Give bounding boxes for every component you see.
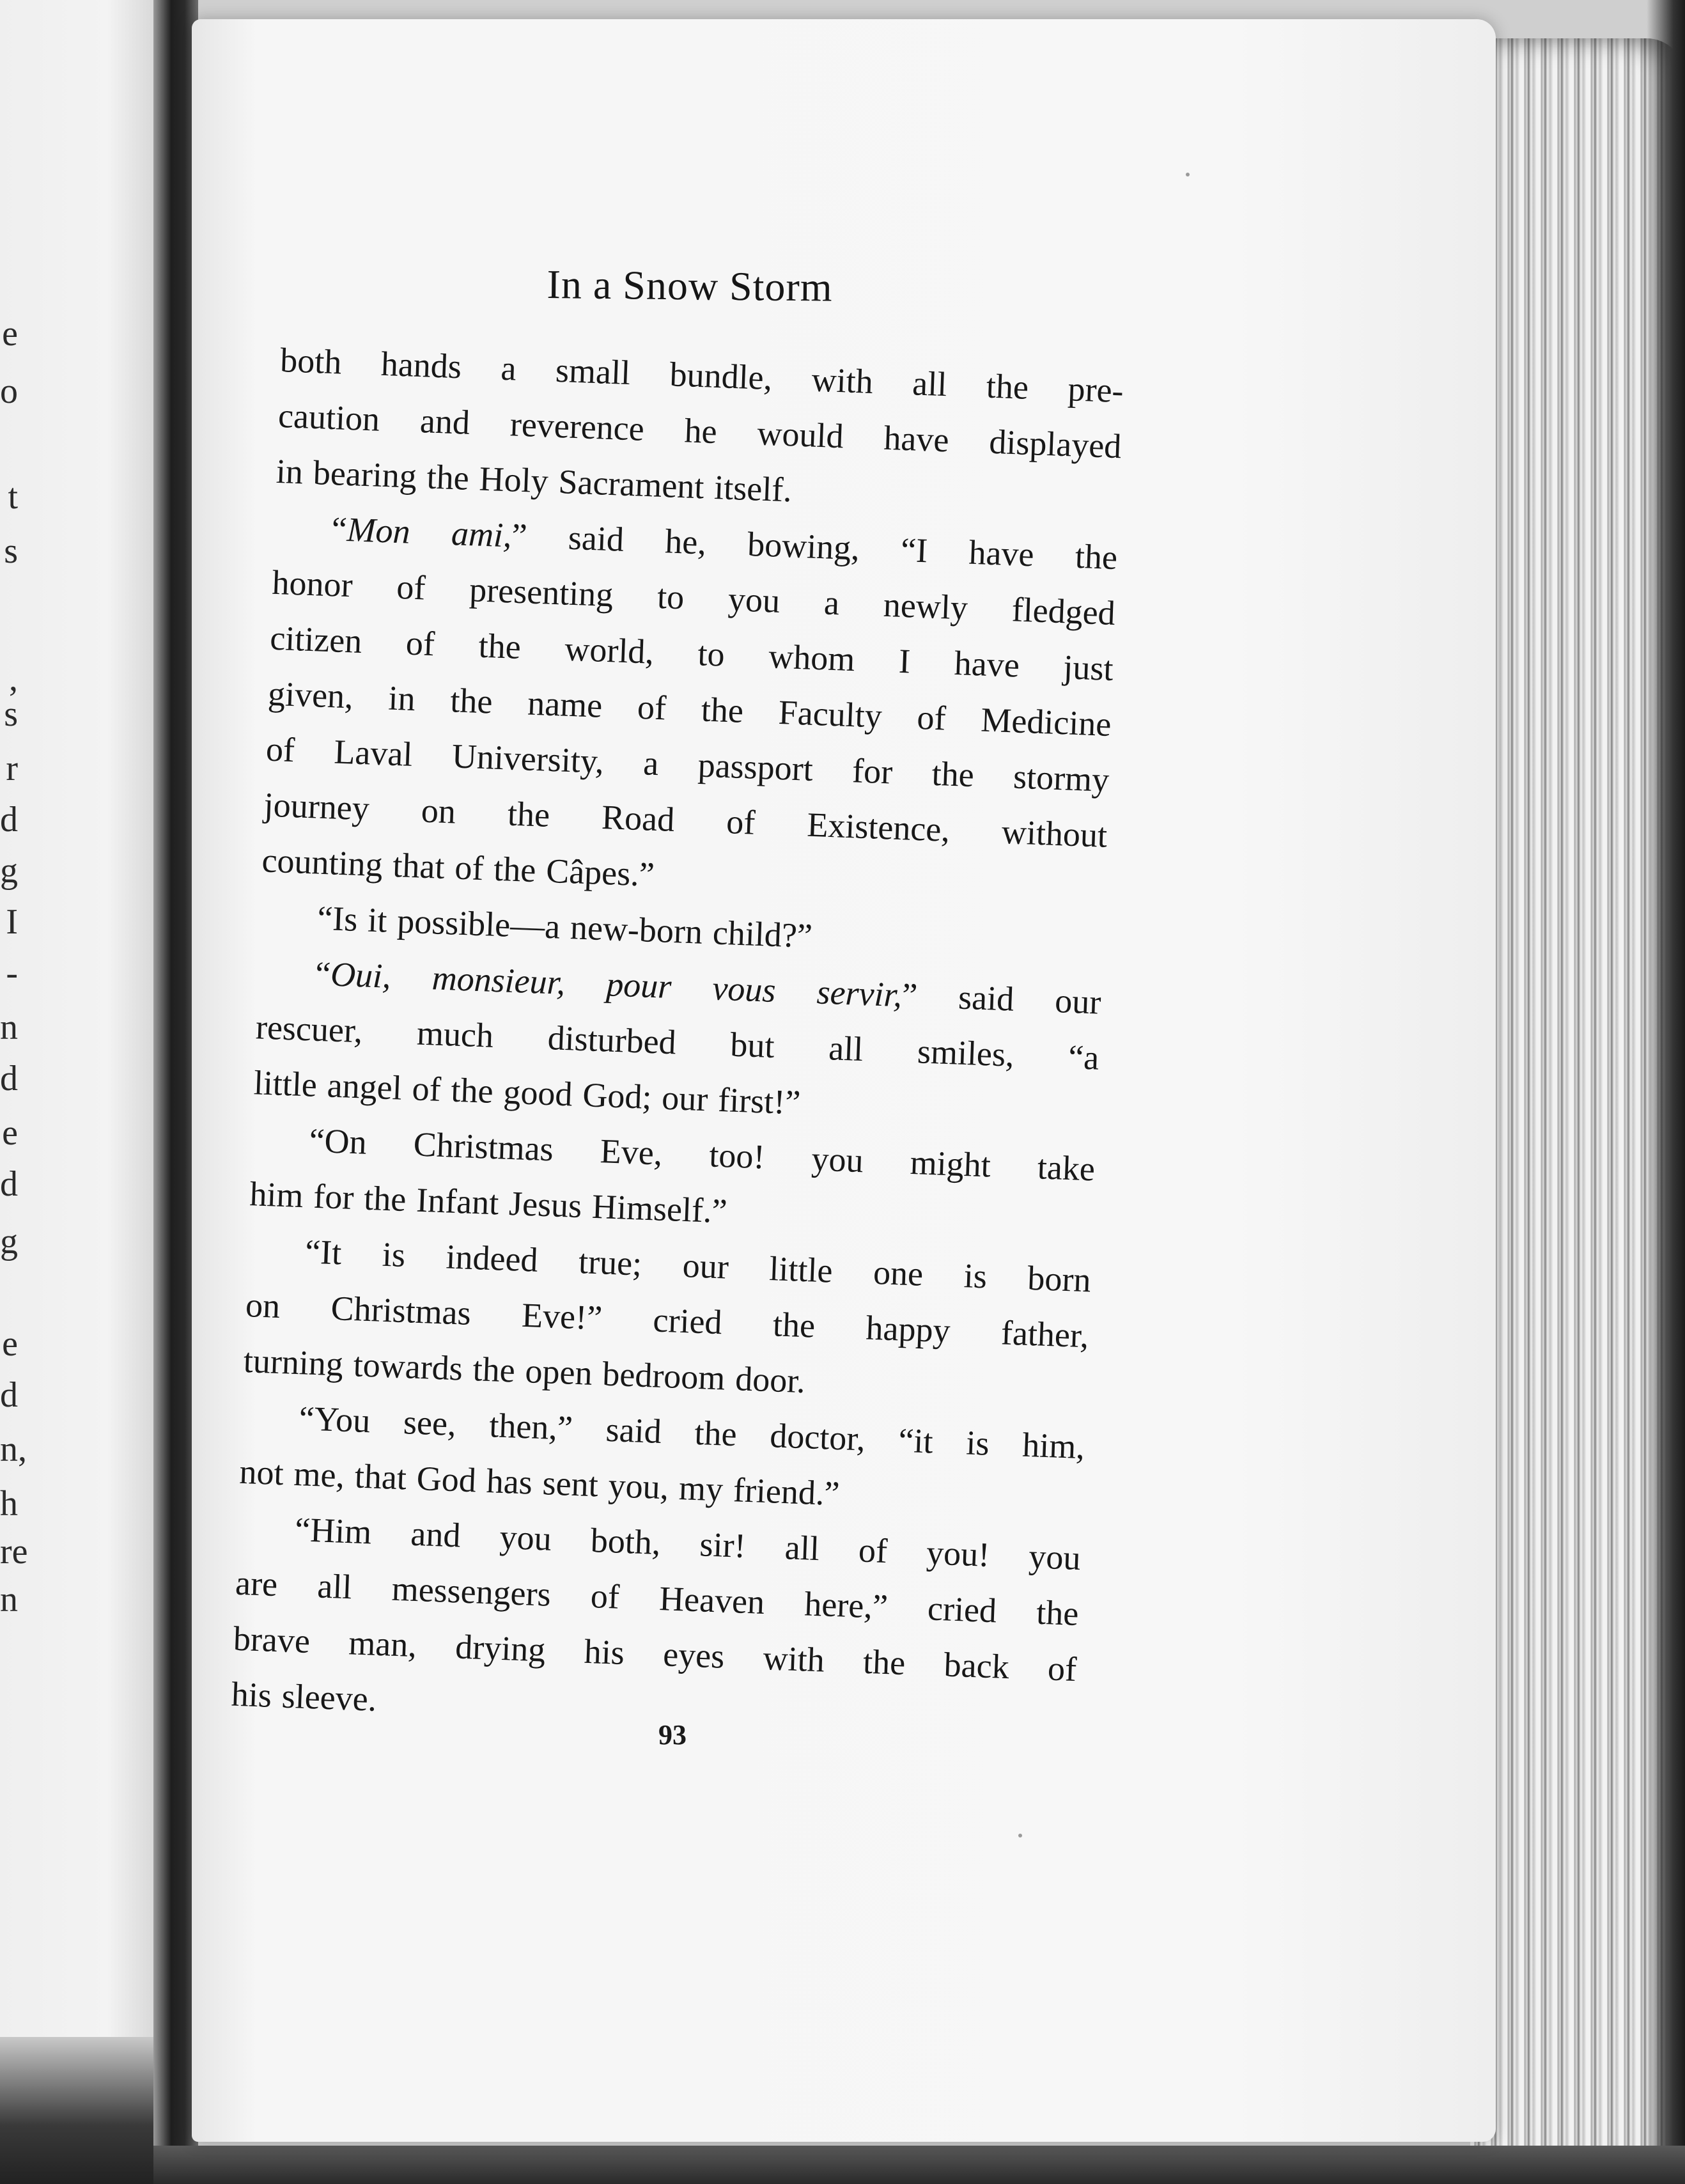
text-line: brave man, drying his eyes with the back of xyxy=(233,1619,1078,1689)
left-page-letter: re xyxy=(0,1532,28,1572)
book-cover-edge xyxy=(1647,0,1685,2184)
left-page-letter: I xyxy=(6,902,18,942)
left-page-shadow xyxy=(0,2037,153,2184)
left-page-letter: d xyxy=(0,1164,18,1204)
left-page-letter: s xyxy=(4,531,18,571)
text-line: “Oui, monsieur, pour vous servir,” said our xyxy=(314,954,1102,1022)
text-line: both hands a small bundle, with all the pre- xyxy=(279,340,1124,410)
text-line: citizen of the world, to whom I have just xyxy=(269,618,1114,689)
text-line: on Christmas Eve!” cried the happy father, xyxy=(245,1285,1090,1355)
text-line: rescuer, much disturbed but all smiles, “a xyxy=(255,1008,1100,1077)
text-line: “Him and you both, sir! all of you! you xyxy=(294,1510,1082,1578)
text-line: in bearing the Holy Sacrament itself. xyxy=(275,451,793,510)
left-page-letter: , xyxy=(9,659,18,699)
left-page-letter: n, xyxy=(0,1430,27,1469)
left-page-letter: n xyxy=(0,1008,18,1047)
left-page-letter: d xyxy=(0,1375,18,1415)
left-page-letter: d xyxy=(0,1059,18,1098)
text-line: “You see, then,” said the doctor, “it is him, xyxy=(298,1399,1085,1467)
left-page-letter: e xyxy=(2,1324,18,1364)
text-line: little angel of the good God; our first!” xyxy=(252,1063,802,1122)
left-page-letter: e xyxy=(2,1113,18,1153)
left-page-letter: o xyxy=(0,371,18,411)
text-line: “Is it possible—a new-born child?” xyxy=(316,898,813,956)
left-page-letter: d xyxy=(0,800,18,839)
text-line: “Mon ami,” said he, bowing, “I have the xyxy=(330,510,1119,577)
text-line: “It is indeed true; our little one is born xyxy=(304,1232,1092,1300)
text-line: are all messengers of Heaven here,” cried the xyxy=(235,1563,1080,1634)
left-page-letter: g xyxy=(0,1222,18,1261)
text-line: his sleeve. xyxy=(230,1674,378,1719)
body-text xyxy=(230,332,1124,1753)
text-line: turning towards the open bedroom door. xyxy=(242,1341,806,1401)
left-facing-page xyxy=(0,0,153,2184)
text-line: given, in the name of the Faculty of Medicine xyxy=(267,674,1112,744)
paper-speck xyxy=(1018,1834,1022,1837)
text-line: caution and reverence he would have displayed xyxy=(277,396,1122,466)
running-head: In a Snow Storm xyxy=(547,261,833,310)
left-page-letter: n xyxy=(0,1580,18,1619)
left-page-letter: g xyxy=(0,851,18,891)
left-page-letter: e xyxy=(2,314,18,354)
text-line: of Laval University, a passport for the stormy xyxy=(265,729,1110,799)
text-line: not me, that God has sent you, my friend.” xyxy=(238,1452,841,1513)
book-bottom-shadow xyxy=(153,2146,1685,2184)
left-page-letter: t xyxy=(8,477,18,517)
left-page-letter: s xyxy=(4,694,18,734)
text-line: “On Christmas Eve, too! you might take xyxy=(308,1121,1096,1189)
text-line: honor of presenting to you a newly fledged xyxy=(271,563,1116,633)
text-line: journey on the Road of Existence, without xyxy=(263,785,1108,855)
left-page-letter: h xyxy=(0,1484,18,1524)
left-page-letter: r xyxy=(6,749,18,788)
text-line: him for the Infant Jesus Himself.” xyxy=(249,1174,728,1231)
page-number: 93 xyxy=(658,1719,687,1751)
left-page-letter: - xyxy=(6,953,18,993)
paper-speck xyxy=(1186,173,1190,176)
text-line: counting that of the Câpes.” xyxy=(261,841,655,894)
